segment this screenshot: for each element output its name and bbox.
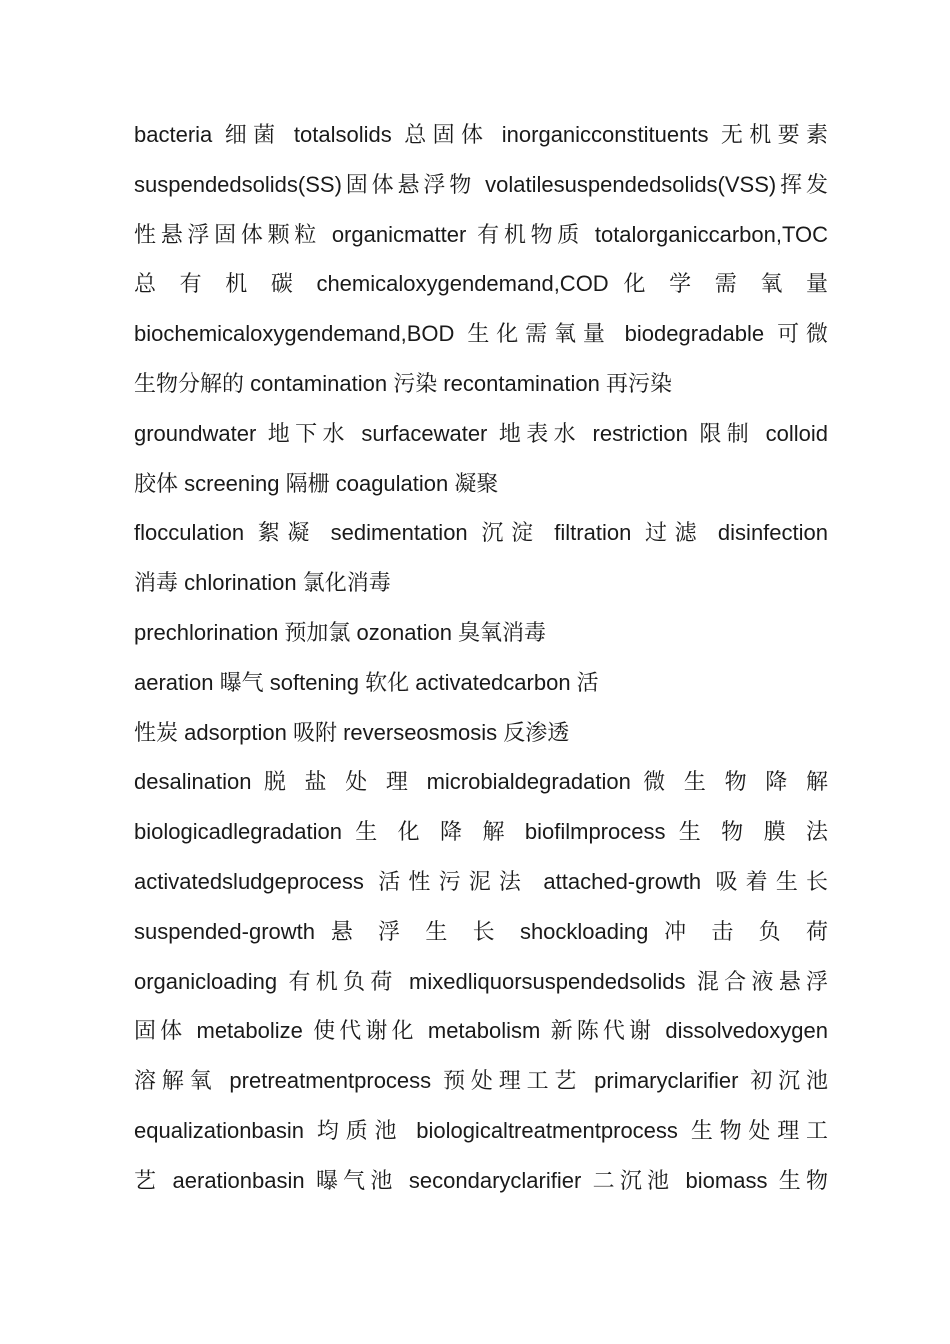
text-line: 总 有 机 碳 chemicaloxygendemand,COD 化 学 需 氧 量 [134,271,828,297]
text-line: 性悬浮固体颗粒 organicmatter 有机物质 totalorganiccarbon,TOC [134,221,828,247]
text-line: suspendedsolids(SS)固体悬浮物 volatilesuspendedsolids(VSS)挥发 [134,171,828,197]
glossary-text-body [134,110,828,1206]
text-line: 生物分解的 contamination 污染 recontamination 再污染 [134,370,672,396]
text-line: desalination 脱 盐 处 理 microbialdegradation 微 生 物 降 解 [134,769,828,795]
text-line: 溶解氧 pretreatmentprocess 预处理工艺 primaryclarifier 初沉池 [134,1068,828,1094]
text-line: groundwater 地下水 surfacewater 地表水 restriction 限制 colloid [134,420,828,446]
text-line: biologicadlegradation 生 化 降 解 biofilmprocess 生 物 膜 法 [134,819,828,845]
text-line: 消毒 chlorination 氯化消毒 [134,570,391,596]
text-line: flocculation 絮凝 sedimentation 沉淀 filtration 过滤 disinfection [134,520,828,546]
text-line: 胶体 screening 隔栅 coagulation 凝聚 [134,470,499,496]
text-line: bacteria 细菌 totalsolids 总固体 inorganicconstituents 无机要素 [134,122,828,147]
text-line: biochemicaloxygendemand,BOD 生化需氧量 biodegradable 可微 [134,321,828,347]
text-line: activatedsludgeprocess 活性污泥法 attached-growth 吸着生长 [134,868,828,894]
text-line: aeration 曝气 softening 软化 activatedcarbon 活 [134,669,599,695]
text-line: equalizationbasin 均质池 biologicaltreatmentprocess 生物处理工 [134,1117,828,1143]
text-line: prechlorination 预加氯 ozonation 臭氧消毒 [134,619,547,645]
text-line: organicloading 有机负荷 mixedliquorsuspendedsolids 混合液悬浮 [134,968,828,994]
text-line: suspended-growth 悬 浮 生 长 shockloading 冲 击 负 荷 [134,918,828,944]
text-line: 固体 metabolize 使代谢化 metabolism 新陈代谢 dissolvedoxygen [134,1018,828,1044]
text-line: 性炭 adsorption 吸附 reverseosmosis 反渗透 [134,719,570,745]
text-line: 艺 aerationbasin 曝气池 secondaryclarifier 二沉池 biomass 生物 [134,1167,828,1193]
